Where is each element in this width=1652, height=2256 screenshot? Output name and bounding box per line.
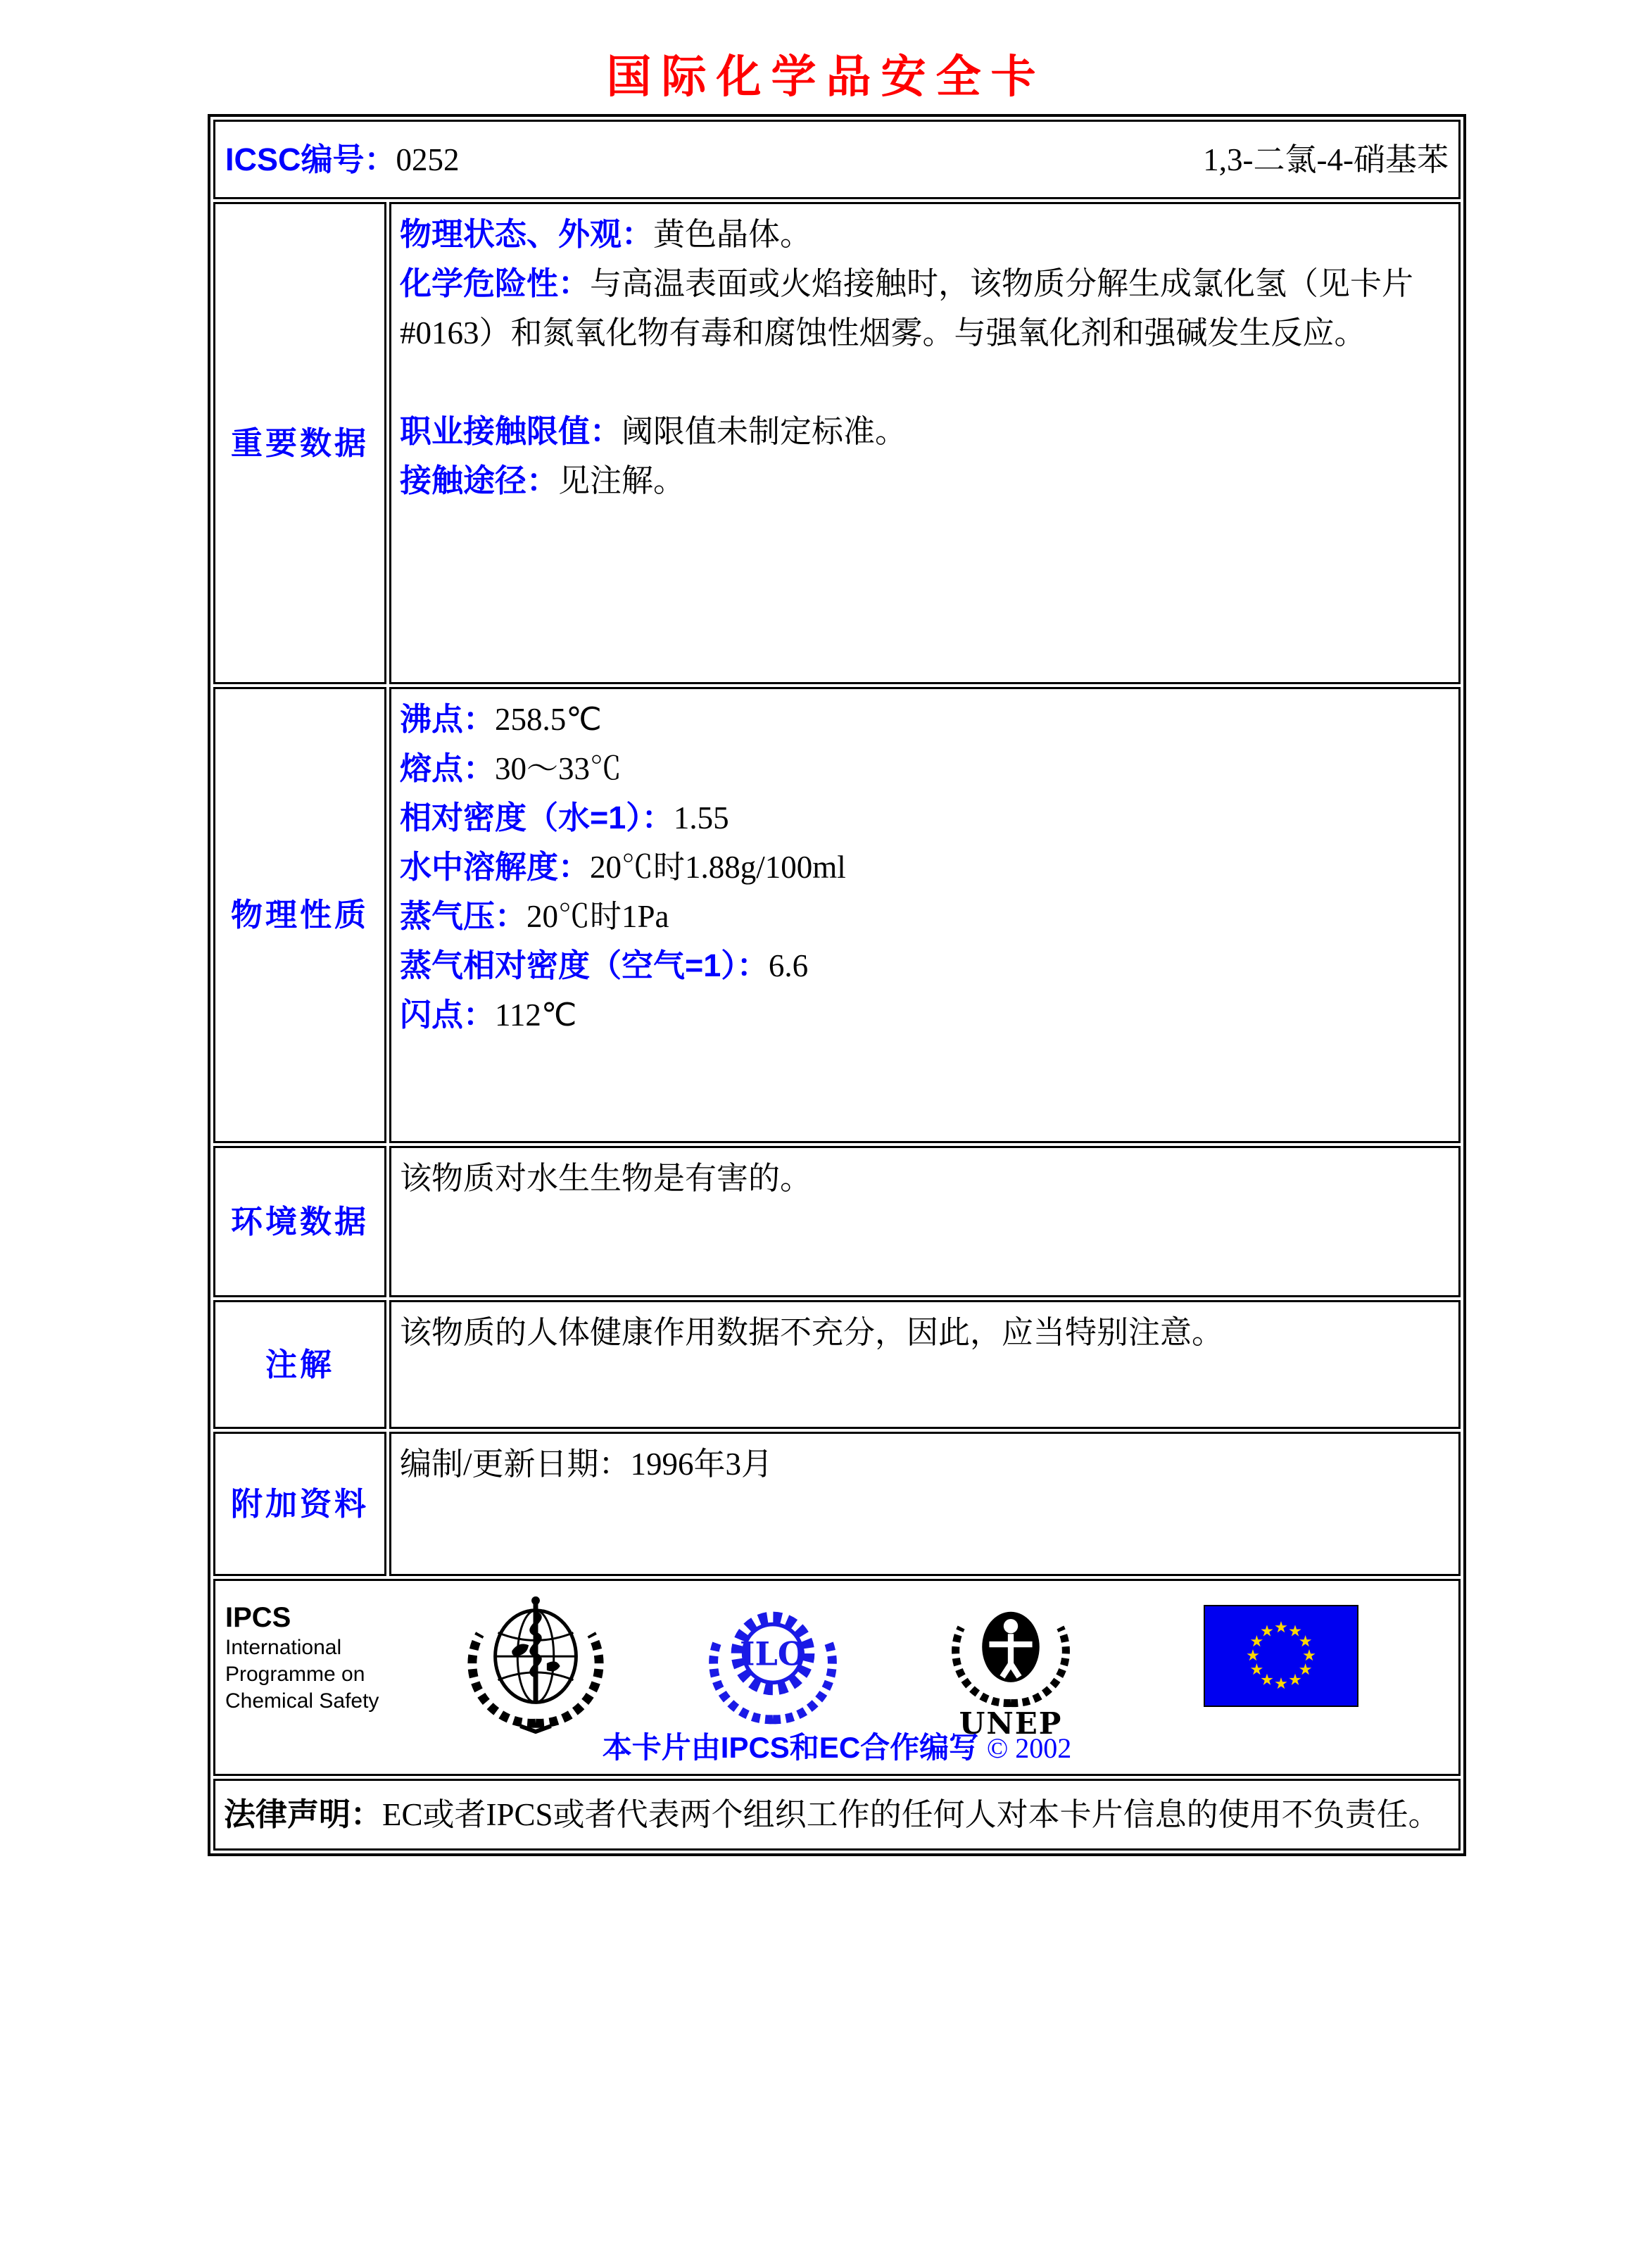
property-value: 6.6 xyxy=(768,948,809,983)
chemical-danger-line xyxy=(400,259,1450,358)
ipcs-text-block xyxy=(225,1601,379,1715)
logos-row xyxy=(213,1579,1461,1776)
environmental-data-label: 环境数据 xyxy=(213,1146,386,1297)
ipcs-full-line: International xyxy=(225,1636,342,1659)
environmental-data-cell xyxy=(389,1146,1461,1297)
property-label: 闪点： xyxy=(400,997,496,1033)
icsc-number-group xyxy=(225,135,460,184)
notes-row xyxy=(213,1300,1461,1429)
icsc-table xyxy=(208,114,1466,1856)
credit-text: 本卡片由IPCS和EC合作编写 xyxy=(602,1731,979,1764)
additional-info-cell xyxy=(389,1432,1461,1576)
important-data-row xyxy=(213,202,1461,684)
logos-cell xyxy=(213,1579,1461,1776)
physical-properties-cell xyxy=(389,687,1461,1143)
header-row xyxy=(213,120,1461,199)
property-label: 蒸气压： xyxy=(400,898,527,934)
oel-label: 职业接触限值： xyxy=(400,413,622,449)
physical-properties-label: 物理性质 xyxy=(213,687,386,1143)
ipcs-full-line: Programme on xyxy=(225,1663,365,1686)
physical-state-label: 物理状态、外观： xyxy=(400,216,654,252)
important-data-cell xyxy=(389,202,1461,684)
physical-state-text: 黄色晶体。 xyxy=(653,217,812,252)
exposure-label: 接触途径： xyxy=(400,462,559,498)
physical-state-line xyxy=(400,210,1450,259)
copyright-text: © 2002 xyxy=(986,1732,1072,1764)
legal-text: EC或者IPCS或者代表两个组织工作的任何人对本卡片信息的使用不负责任。 xyxy=(382,1797,1440,1832)
property-value: 20℃时1Pa xyxy=(527,899,669,934)
property-label: 水中溶解度： xyxy=(400,849,591,885)
unep-logo-icon xyxy=(949,1591,1073,1739)
property-label: 相对密度（水=1）： xyxy=(400,800,674,836)
ipcs-acronym: IPCS xyxy=(225,1602,291,1633)
legal-cell xyxy=(213,1779,1461,1851)
notes-text: 该物质的人体健康作用数据不充分，因此，应当特别注意。 xyxy=(400,1315,1224,1350)
icsc-number-value: 0252 xyxy=(396,141,460,177)
property-line-vapor-density xyxy=(400,941,1450,990)
oel-line xyxy=(400,407,1450,456)
property-line-vapor-pressure xyxy=(400,892,1450,941)
important-data-label: 重要数据 xyxy=(213,202,386,684)
exposure-text: 见注解。 xyxy=(558,463,686,498)
who-logo-icon xyxy=(466,1595,605,1734)
chemical-danger-label: 化学危险性： xyxy=(400,265,591,301)
property-line-density xyxy=(400,793,1450,843)
chemical-danger-text: 与高温表面或火焰接触时，该物质分解生成氯化氢（见卡片#0163）和氮氧化物有毒和腐蚀性烟雾。与强氧化剂和强碱发生反应。 xyxy=(400,266,1414,351)
credit-line xyxy=(215,1730,1458,1766)
notes-cell xyxy=(389,1300,1461,1429)
environmental-data-row xyxy=(213,1146,1461,1297)
ilo-letters: ILO xyxy=(740,1634,806,1673)
notes-label: 注解 xyxy=(213,1300,386,1429)
property-label: 沸点： xyxy=(400,701,496,737)
property-line-boiling xyxy=(400,695,1450,744)
unep-label: UNEP xyxy=(959,1706,1063,1741)
exposure-line xyxy=(400,456,1450,505)
physical-properties-row xyxy=(213,687,1461,1143)
property-label: 蒸气相对密度（空气=1）： xyxy=(400,947,769,983)
property-label: 熔点： xyxy=(400,750,496,786)
environmental-data-text: 该物质对水生生物是有害的。 xyxy=(400,1161,812,1196)
property-value: 30～33℃ xyxy=(495,751,622,786)
page-title: 国际化学品安全卡 xyxy=(606,51,1046,103)
property-value: 258.5℃ xyxy=(495,702,602,737)
additional-info-label: 附加资料 xyxy=(213,1432,386,1576)
additional-info-text: 编制/更新日期：1996年3月 xyxy=(400,1447,774,1482)
additional-info-row xyxy=(213,1432,1461,1576)
property-line-flash-point xyxy=(400,990,1450,1040)
oel-text: 阈限值未制定标准。 xyxy=(622,414,907,449)
property-line-melting xyxy=(400,744,1450,793)
ipcs-full-line: Chemical Safety xyxy=(225,1689,379,1713)
property-value: 112℃ xyxy=(495,997,577,1033)
legal-label: 法律声明： xyxy=(224,1796,383,1832)
property-value: 20℃时1.88g/100ml xyxy=(590,850,846,885)
eu-flag-icon xyxy=(1204,1605,1358,1707)
chemical-name: 1,3-二氯-4-硝基苯 xyxy=(1203,141,1449,177)
property-value: 1.55 xyxy=(673,800,729,836)
icsc-number-label: ICSC编号： xyxy=(225,141,396,177)
ilo-logo-icon xyxy=(708,1596,838,1726)
legal-row xyxy=(213,1779,1461,1851)
property-line-solubility xyxy=(400,843,1450,892)
